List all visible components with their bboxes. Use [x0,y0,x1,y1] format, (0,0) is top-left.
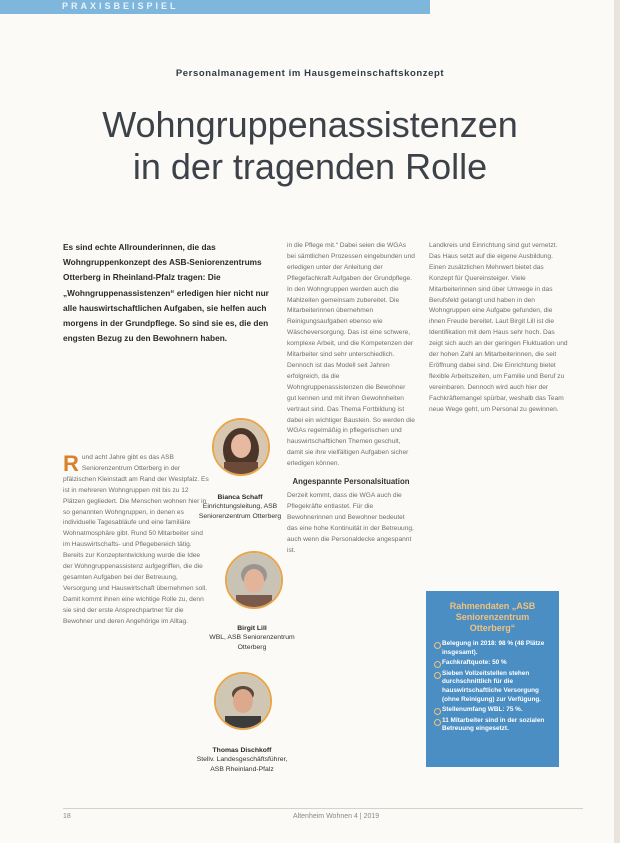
portrait-caption-1 [192,493,288,521]
person-role: Stellv. Landesgeschäftsführer, ASB Rheinland-Pfalz [196,756,288,773]
page-number: 18 [63,813,71,820]
drop-cap: R [63,451,79,476]
bullet-icon [434,672,441,679]
portrait-photo-3 [214,672,272,730]
portrait-photo-2 [225,551,283,609]
column-3 [429,241,569,416]
magazine-name: Altenheim Wohnen 4 | 2019 [293,813,380,820]
section-subheading: Angespannte Personalsituation [292,477,410,487]
fact-item: Fachkraftquote: 50 % [434,659,553,668]
fact-item: 11 Mitarbeiter sind in der sozialen Betreuung eingesetzt. [434,717,553,734]
fact-item: Sieben Vollzeitstellen stehen durchschnittlich für die hauswirtschaftliche Versorgung (ohne Reinigung) zur Verfügung. [434,670,553,704]
fact-item: Belegung in 2018: 98 % (48 Plätze insgesamt). [434,640,553,657]
portrait-caption-3 [194,746,290,774]
article-kicker: Personalmanagement im Hausgemeinschaftskonzept [175,68,445,79]
person-role: WBL, ASB Seniorenzentrum Otterberg [209,634,295,651]
article-title [0,104,620,188]
bullet-icon [434,708,441,715]
bullet-icon [434,642,441,649]
person-role: Einrichtungsleitung, ASB Seniorenzentrum Otterberg [198,503,282,520]
portrait-photo-1 [212,418,270,476]
column-3-text: Landkreis und Einrichtung sind gut vernetzt. Das Haus setzt auf die eigene Ausbildung. Einen zusätzlichen Mehrwert bietet das Konzept für Quereinsteiger. Viele Mitarbeiterinnen sind über Umwege in das Berufsfeld gelangt und haben in den Wohngruppen eine Aufgabe gefunden, die ihnen Freude bereitet. Laut Birgit Lill ist die Identifikation mit dem Haus sehr hoch. Das zeigt sich auch an der geringen Fluktuation und der hohen Zahl an Mitarbeiterinnen, die seit Eröffnung dabei sind. Die Einrichtung bietet flexible Arbeitszeiten, um Familie und Beruf zu vereinbaren. Dennoch wird auch hier der Fachkräftemangel spürbar, weshalb das Team neue Wege geht, um Personal zu gewinnen. [429,242,568,413]
section-band-label: PRAXISBEISPIEL [62,1,179,11]
title-line-1: Wohngruppenassistenzen [102,104,518,145]
fact-list [426,640,559,734]
bullet-icon [434,719,441,726]
article-lead: Es sind echte Allrounderinnen, die das Wohngruppenkonzept des ASB-Seniorenzentrums Otterberg in Rheinland-Pfalz tragen: Die „Wohngruppenassistenzen“ erledigen hier nicht nur alle hauswirtschaftlichen Aufgaben, sie helfen auch morgens in der Grundpflege. So sind sie es, die den engsten Bezug zu den Bewohnern haben. [63,242,269,344]
fact-box-title: Rahmendaten „ASB Seniorenzentrum Otterberg“ [449,601,536,633]
column-2 [287,241,415,556]
person-name: Thomas Dischkoff [212,747,272,754]
column-1 [63,453,209,628]
title-line-2: in der tragenden Rolle [132,146,488,187]
portrait-caption-2 [204,624,300,652]
section-band [0,0,430,14]
column-1-text: und acht Jahre gibt es das ASB Seniorenzentrum Otterberg in der pfälzischen Kleinstadt am Rand der Westpfalz. Es ist in mehreren Wohngruppen mit bis zu 12 Plätzen gegliedert. Die Menschen wohnen hier in so genannten Wohngruppen, in denen es individuelle Tagesabläufe und eine familiäre Wohnatmosphäre gibt. Rund 50 Mitarbeiter sind im Hauswirtschafts- und Pflegebereich tätig. Bereits zur Konzeptentwicklung wurde die Idee der Wohngruppenassistenz aufgegriffen, die die gesamten Aufgaben bei der Betreuung, Versorgung und Hauswirtschaft übernehmen soll. Damit kommt ihnen eine wichtige Rolle zu, denn sie sind der erste Ansprechpartner für die Bewohner und deren Angehörige im Alltag. [63,454,209,625]
column-2-text: in die Pflege mit.“ Dabei seien die WGAs bei sämtlichen Prozessen eingebunden und erledigen unter der Anleitung der Pflegefachkraft Aufgaben der Grundpflege. In den Wohngruppen werden auch die Mahlzeiten gemeinsam zubereitet. Die Mitarbeiterinnen übernehmen Reinigungsaufgaben ebenso wie Wäscheversorgung. Das ist eine schwere, komplexe Arbeit, und die Kompetenzen der Mitarbeiter sind sehr unterschiedlich. Dennoch ist das Modell seit Jahren erfolgreich, da die Wohngruppenassistenzen die Bewohner gut kennen und mit ihren Gewohnheiten vertraut sind. Das Thema Fortbildung ist dabei ein wichtiger Baustein. So werden die WGAs regelmäßig in pflegerischen und hauswirtschaftlichen Themen geschult, damit sie ihre vielfältigen Aufgaben sicher erledigen können. [287,242,415,468]
fact-item: Stellenumfang WBL: 75 %. [434,706,553,715]
column-2-text-2: Derzeit kommt, dass die WGA auch die Pflegekräfte entlastet. Für die Bewohnerinnen und Bewohner bedeutet das eine hohe Kontinuität in der Betreuung, auch wenn die Personaldecke angespannt ist. [287,492,414,554]
bullet-icon [434,661,441,668]
page-footer [63,808,583,823]
person-name: Birgit Lill [237,625,267,632]
fact-box [426,591,559,767]
person-name: Bianca Schaff [217,494,263,501]
